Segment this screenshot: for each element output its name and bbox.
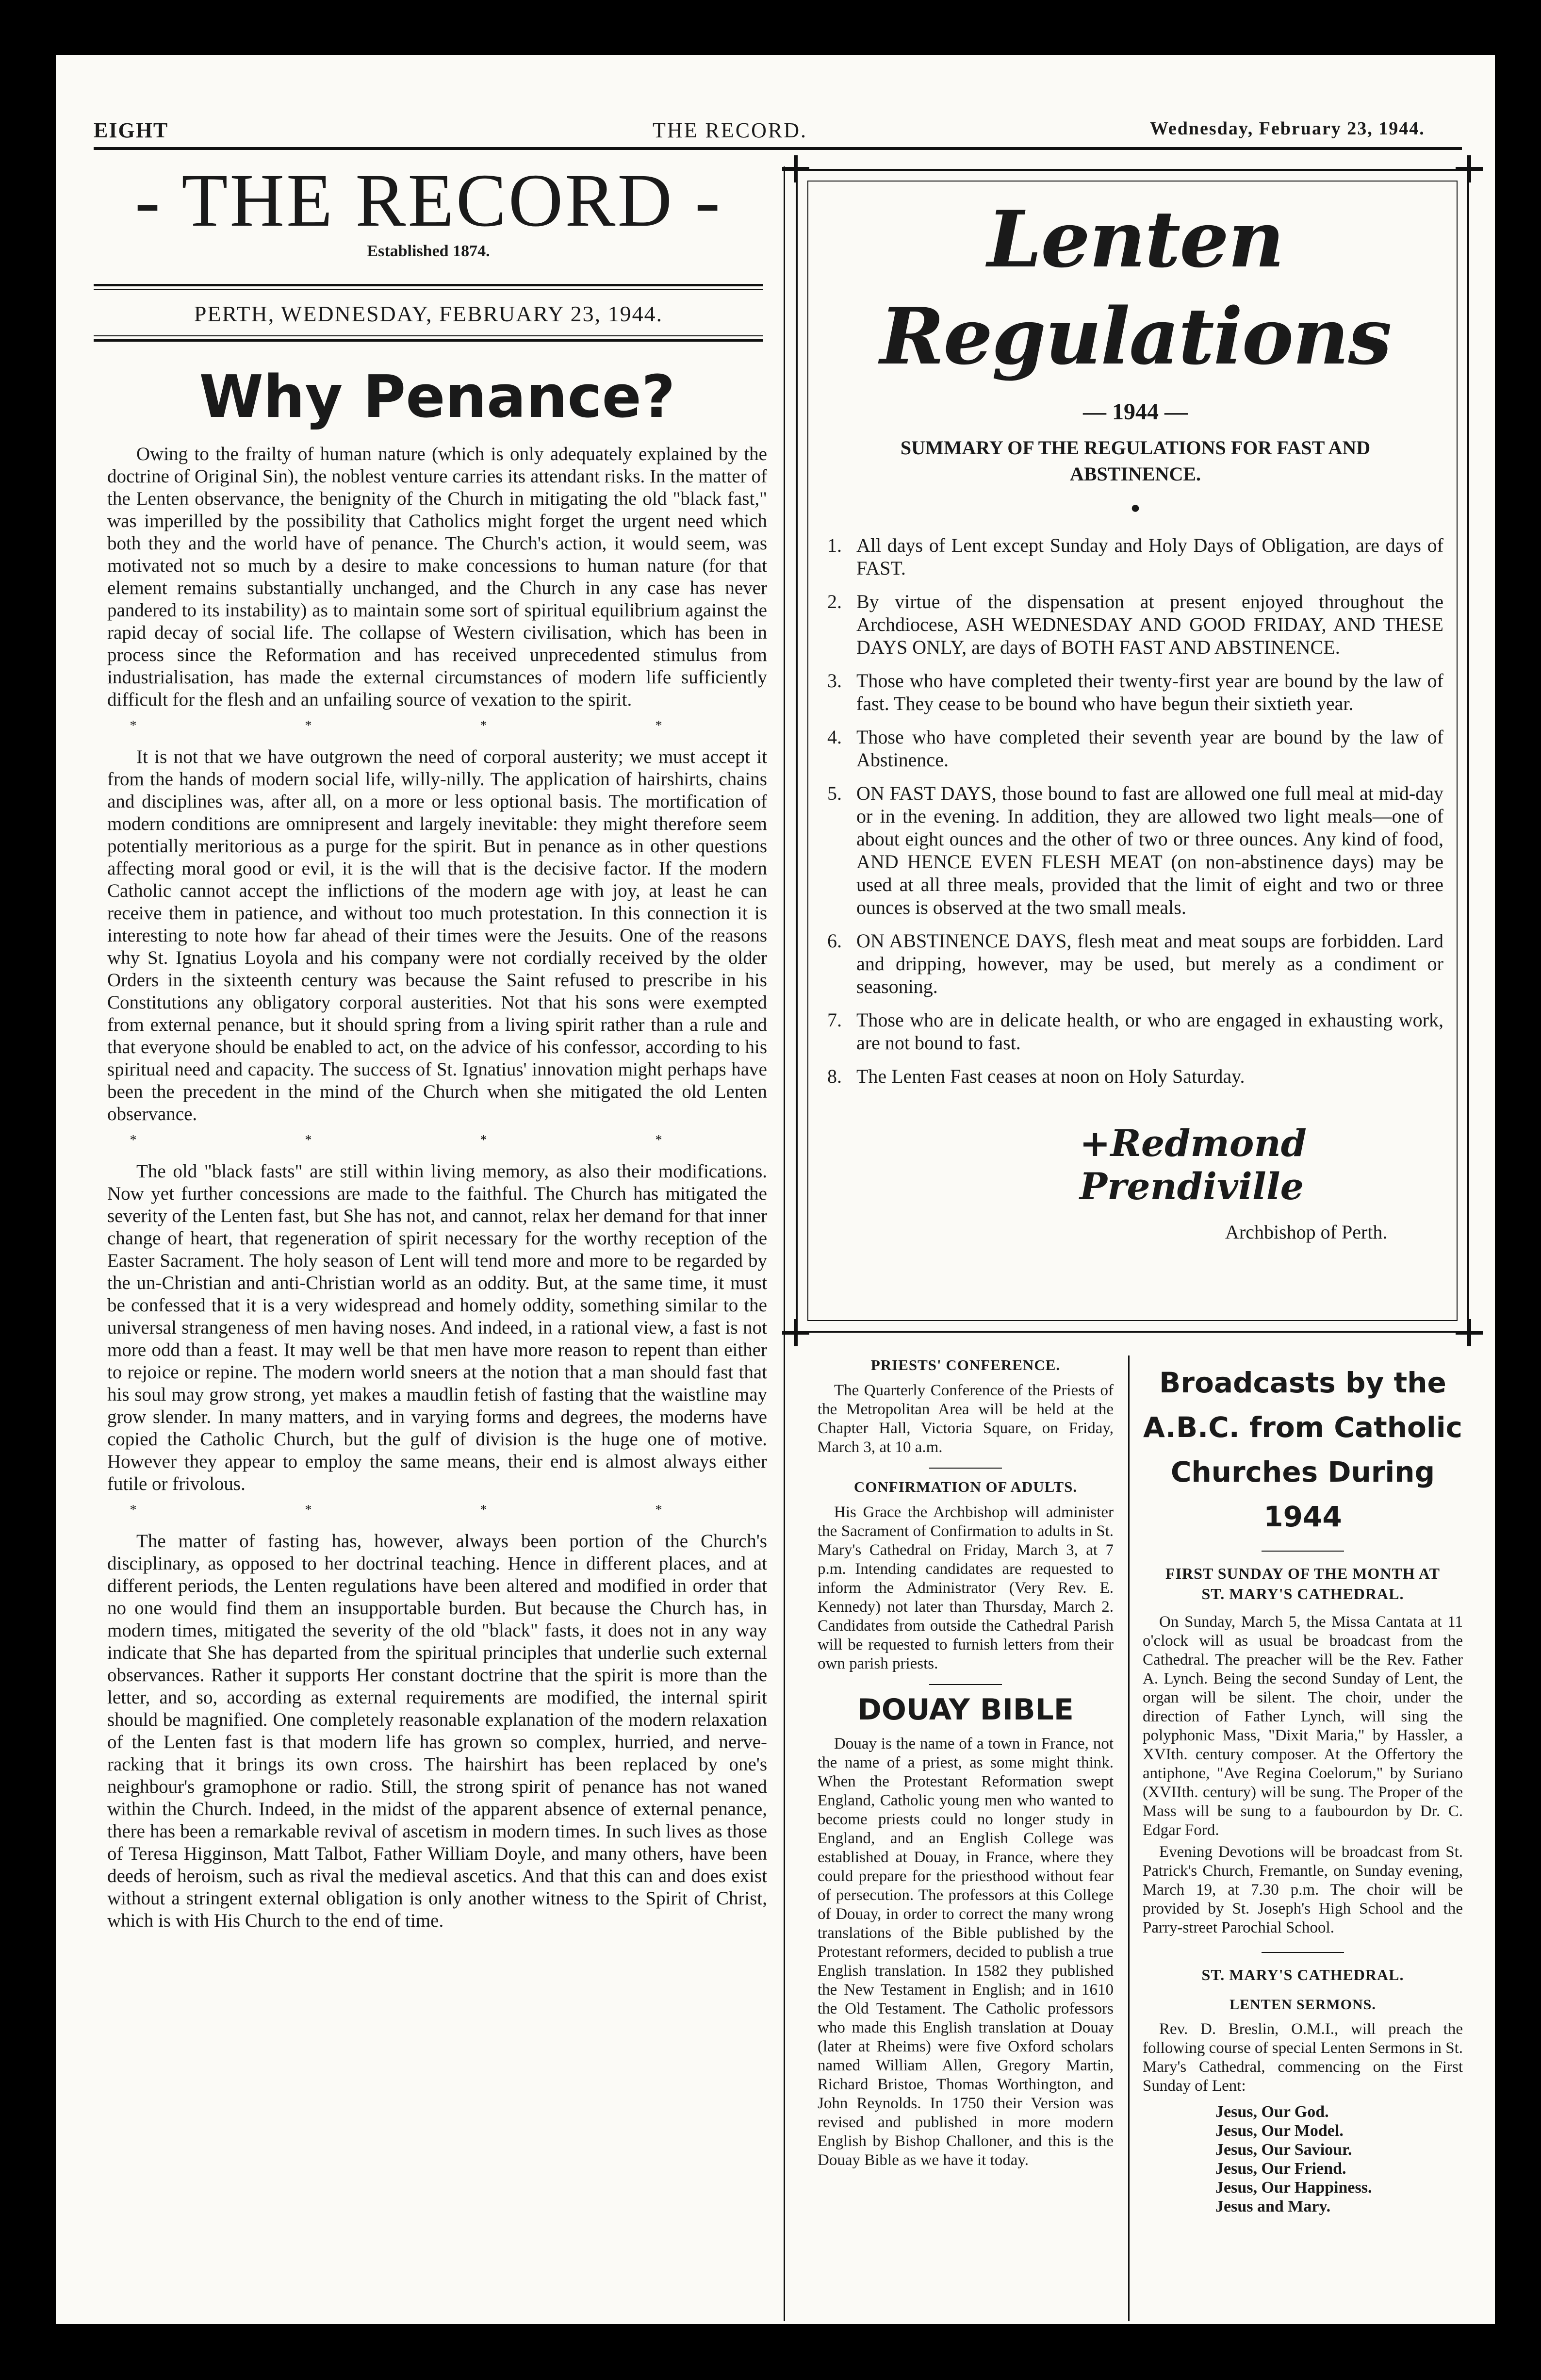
archbishop-signature: +Redmond Prendiville <box>1080 1122 1307 1208</box>
broadcasts-column <box>1143 1355 1463 2216</box>
dateline: PERTH, WEDNESDAY, FEBRUARY 23, 1944. <box>194 301 663 326</box>
regulation-item: 2. By virtue of the dispensation at present enjoyed throughout the Archdiocese, ASH WEDNESDAY AND GOOD FRIDAY, AND THESE DAYS ONLY, are days of BOTH FAST AND ABSTINENCE. <box>827 591 1443 658</box>
regulation-item: 6. ON ABSTINENCE DAYS, flesh meat and meat soups are forbidden. Lard and dripping, however, may be used, but merely as a condiment or seasoning. <box>827 930 1443 997</box>
regulation-item: 8. The Lenten Fast ceases at noon on Holy Saturday. <box>827 1065 1245 1087</box>
established-line: Established 1874. <box>367 242 490 260</box>
column-divider <box>1128 1355 1130 2321</box>
confirmation-heading: CONFIRMATION OF ADULTS. <box>853 1478 1078 1495</box>
sermon-item: Jesus, Our Model. <box>1215 2122 1344 2140</box>
header-rule <box>94 147 1462 150</box>
lenten-regulations <box>827 191 1443 1243</box>
masthead-title: - THE RECORD - <box>134 158 722 242</box>
section-separator: * * * * <box>130 1503 745 1518</box>
notices-column <box>818 1355 1114 2173</box>
section-separator: * * * * <box>130 1133 745 1148</box>
regulation-list <box>827 534 1443 1088</box>
regulation-item: 4. Those who have completed their seventh year are bound by the law of Abstinence. <box>827 726 1443 771</box>
regulation-item: 3. Those who have completed their twenty-first year are bound by the law of fast. They cease to be bound who have begun their sixtieth year. <box>827 670 1443 714</box>
regulation-item: 7. Those who are in delicate health, or who are engaged in exhausting work, are not bound to fast. <box>827 1009 1443 1054</box>
cathedral-heading: ST. MARY'S CATHEDRAL. <box>1201 1966 1404 1983</box>
newspaper-page <box>56 55 1495 2324</box>
bullet-icon: ● <box>1130 499 1141 517</box>
lenten-year: — 1944 — <box>1083 399 1188 425</box>
running-date: Wednesday, February 23, 1944. <box>1150 118 1425 139</box>
section-separator: * * * * <box>130 718 745 733</box>
sermons-body: Rev. D. Breslin, O.M.I., will preach the following course of special Lenten Sermons in St. Mary's Cathedral, commencing on the First Sunday of Lent: <box>1143 2020 1463 2095</box>
broadcasts-heading: Broadcasts by the A.B.C. from Catholic Churches During 1944 <box>1143 1366 1463 1533</box>
editorial-paragraph: The old "black fasts" are still within living memory, as also their modifications. Now yet further concessions are made to the faithful. The Church has mitigated the severity of the Lenten fast, but She has not, and cannot, relax her demand for that inner change of heart, that regeneration of spirit necessary for the worthy reception of the Easter Sacrament. The holy season of Lent will tend more and more to be regarded by the un-Christian and anti-Christian world as an oddity. But, at the same time, it must be confessed that it is a very widespread and homely oddity, something similar to the universal strangeness of men having noses. And indeed, in a rational view, a fast is not more odd than a feast. It may well be that men have more reason to repent than either to rejoice or repine. The modern world sneers at the notion that a man should fast that his soul may grow strong, yet makes a maudlin fetish of fasting that the waistline may grow slender. In many matters, and in varying forms and degrees, the moderns have copied the Catholic Church, but the gulf of division is the huge one of motive. However they appear to employ the same means, their end is almost always either futile or frivolous. <box>107 1161 767 1494</box>
sermons-subheading: LENTEN SERMONS. <box>1230 1997 1376 2013</box>
confirmation-body: His Grace the Archbishop will administer the Sacrament of Confirmation to adults in St. Mary's Cathedral on Friday, March 3, at 7 p.m. Intending candidates are requested to inform the Administrator (Very Rev. E. Kennedy) not later than Thursday, March 2. Candidates from outside the Cathedral Parish will be requested to furnish letters from their own parish priests. <box>818 1504 1114 1672</box>
editorial-paragraph: The matter of fasting has, however, always been portion of the Church's disciplinary, as opposed to her doctrinal teaching. Hence in different places, and at different periods, the Lenten regulations have been altered and modified in order that no one would find them an insupportable burden. But because the Church has, in modern times, mitigated the severity of the old "black" fasts, it does not in any way indicate that She has departed from the spiritual principles that underlie such external observances. Rather it supports Her constant doctrine that the spirit is more than the letter, and so, according as external requirements are modified, the internal spirit should be magnified. One completely reasonable explanation of the modern relaxation of the Lenten fast is that modern life has grown so complex, hurried, and nerve-racking that it brings its own cross. The hairshirt has been replaced by one's neighbour's gramophone or radio. Still, the strong spirit of penance has not waned within the Church. Indeed, in the midst of the apparent absence of external penance, there has been a remarkable revival of ascetism in modern times. In such lives as those of Teresa Higginson, Matt Talbot, Father William Doyle, and many others, have been deeds of heroism, such as rival the medieval ascetics. And that this can and does exist without a stringent external obligation is only another witness to the Spirit of Christ, which is with His Church to the end of time. <box>107 1531 767 1931</box>
running-title: THE RECORD. <box>653 118 807 142</box>
column-divider <box>784 166 785 2321</box>
cross-icon <box>1456 1319 1483 1346</box>
sermon-list <box>1215 2102 1463 2216</box>
lenten-summary: SUMMARY OF THE REGULATIONS FOR FAST AND ABSTINENCE. <box>900 437 1371 485</box>
douay-body: Douay is the name of a town in France, not the name of a priest, as some might think. When the Protestant Reformation swept England, Catholic young men who wanted to become priests could no longer study in England, and an English College was established at Douay, in France, where they could prepare for the priesthood without fear of persecution. The professors at this College of Douay, in order to correct the many wrong translations of the Bible published by the Protestant reformers, decided to publish a true English translation. In 1582 they published the New Testament in English; and in 1610 the Old Testament. The Catholic professors who made this English translation at Douay (later at Rheims) were five Oxford scholars named William Allen, Gregory Martin, Richard Bristoe, Thomas Worthington, and John Reynolds. In 1750 their Version was revised and published in more modern English by Bishop Challoner, and this is the Douay Bible as we have it today. <box>818 1735 1114 2169</box>
editorial-paragraph: It is not that we have outgrown the need of corporal austerity; we must accept it from the hands of modern social life, willy-nilly. The application of hairshirts, chains and disciplines was, after all, on a more or less optional basis. The mortification of modern conditions are omnipresent and largely inevitable: they might therefore seem potentially meritorious as a purge for the spirit. But in penance as in other questions affecting moral good or evil, it is the will that is the decisive factor. If the modern Catholic cannot accept the inflictions of the modern age with joy, at least he can receive them in patience, and without too much protestation. In this connection it is interesting to note how far ahead of their times were the Jesuits. One of the reasons why St. Ignatius Loyola and his company were not cordially received by the older Orders in the sixteenth century was because the Saint refused to prescribe in his Constitutions any obligatory corporal austerities. Not that his sons were exempted from external penance, but it should spring from a living spirit rather than a rule and that everyone should be enabled to act, on the advice of his confessor, according to his spiritual need and capacity. The success of St. Ignatius' innovation might perhaps have been the precedent in the mind of the Church when she mitigated the old Lenten observance. <box>107 746 767 1124</box>
lenten-title: Lenten Regulations <box>880 194 1391 382</box>
masthead <box>94 158 763 342</box>
sermon-item: Jesus, Our God. <box>1215 2103 1329 2121</box>
broadcasts-subheading: FIRST SUNDAY OF THE MONTH AT ST. MARY'S CATHEDRAL. <box>1165 1565 1440 1603</box>
douay-heading: DOUAY BIBLE <box>857 1693 1074 1727</box>
regulation-item: 1. All days of Lent except Sunday and Holy Days of Obligation, are days of FAST. <box>827 534 1443 579</box>
sermon-item: Jesus, Our Happiness. <box>1215 2179 1372 2197</box>
sermon-item: Jesus and Mary. <box>1215 2198 1331 2215</box>
editorial-headline: Why Penance? <box>199 364 675 431</box>
cross-icon <box>782 1319 809 1346</box>
page-number: EIGHT <box>94 118 169 142</box>
sermon-item: Jesus, Our Saviour. <box>1215 2141 1352 2159</box>
regulation-item: 5. ON FAST DAYS, those bound to fast are allowed one full meal at mid-day or in the evening. In addition, they are allowed two light meals—one of about eight ounces and the other of two or three ounces. Any kind of food, AND HENCE EVEN FLESH MEAT (on non-abstinence days) may be used at all three meals, provided that the limit of eight and two or three ounces is observed at the two small meals. <box>827 782 1443 918</box>
archbishop-title: Archbishop of Perth. <box>1225 1221 1388 1243</box>
priests-body: The Quarterly Conference of the Priests of the Metropolitan Area will be held at the Chapter Hall, Victoria Square, on Friday, March 3, at 10 a.m. <box>818 1382 1114 1456</box>
cross-icon <box>1456 155 1483 182</box>
editorial <box>107 365 767 1936</box>
broadcasts-paragraph: Evening Devotions will be broadcast from St. Patrick's Church, Fremantle, on Sunday evening, March 19, at 7.30 p.m. The choir will be provided by St. Joseph's High School and the Parry-street Parochial School. <box>1143 1843 1463 1936</box>
editorial-paragraph: Owing to the frailty of human nature (which is only adequately explained by the doctrine of Original Sin), the noblest venture carries its attendant risks. In the matter of the Lenten observance, the benignity of the Church in mitigating the old "black fast," was imperilled by the possibility that Catholics might forget the urgent need which both they and the world have of penance. The Church's action, it would seem, was motivated not so much by a desire to make concessions to human nature (for that element remains substantially unchanged, and the Church in any case has never pandered to its instability) as to maintain some sort of spiritual equilibrium against the rapid decay of social life. The collapse of Western civilisation, which has been in process since the Reformation and has received unprecedented stimulus from industrialisation, has made the external circumstances of modern life sufficiently difficult for the flesh and an unfailing source of vexation to the spirit. <box>107 444 767 710</box>
cross-icon <box>782 155 809 182</box>
broadcasts-paragraph: On Sunday, March 5, the Missa Cantata at 11 o'clock will as usual be broadcast from the Cathedral. The preacher will be the Rev. Father A. Lynch. Being the second Sunday of Lent, the organ will be silent. The choir, under the direction of Father Lynch, will sing the polyphonic Mass, "Dixit Maria," by Hassler, a XVIth. century composer. At the Offertory the antiphone, "Ave Regina Coelorum," by Suriano (XVIIth. century) will be sung. The Proper of the Mass will be sung to a faubourdon by Dr. C. Edgar Ford. <box>1143 1613 1463 1839</box>
sermon-item: Jesus, Our Friend. <box>1215 2160 1346 2178</box>
priests-heading: PRIESTS' CONFERENCE. <box>870 1356 1061 1373</box>
